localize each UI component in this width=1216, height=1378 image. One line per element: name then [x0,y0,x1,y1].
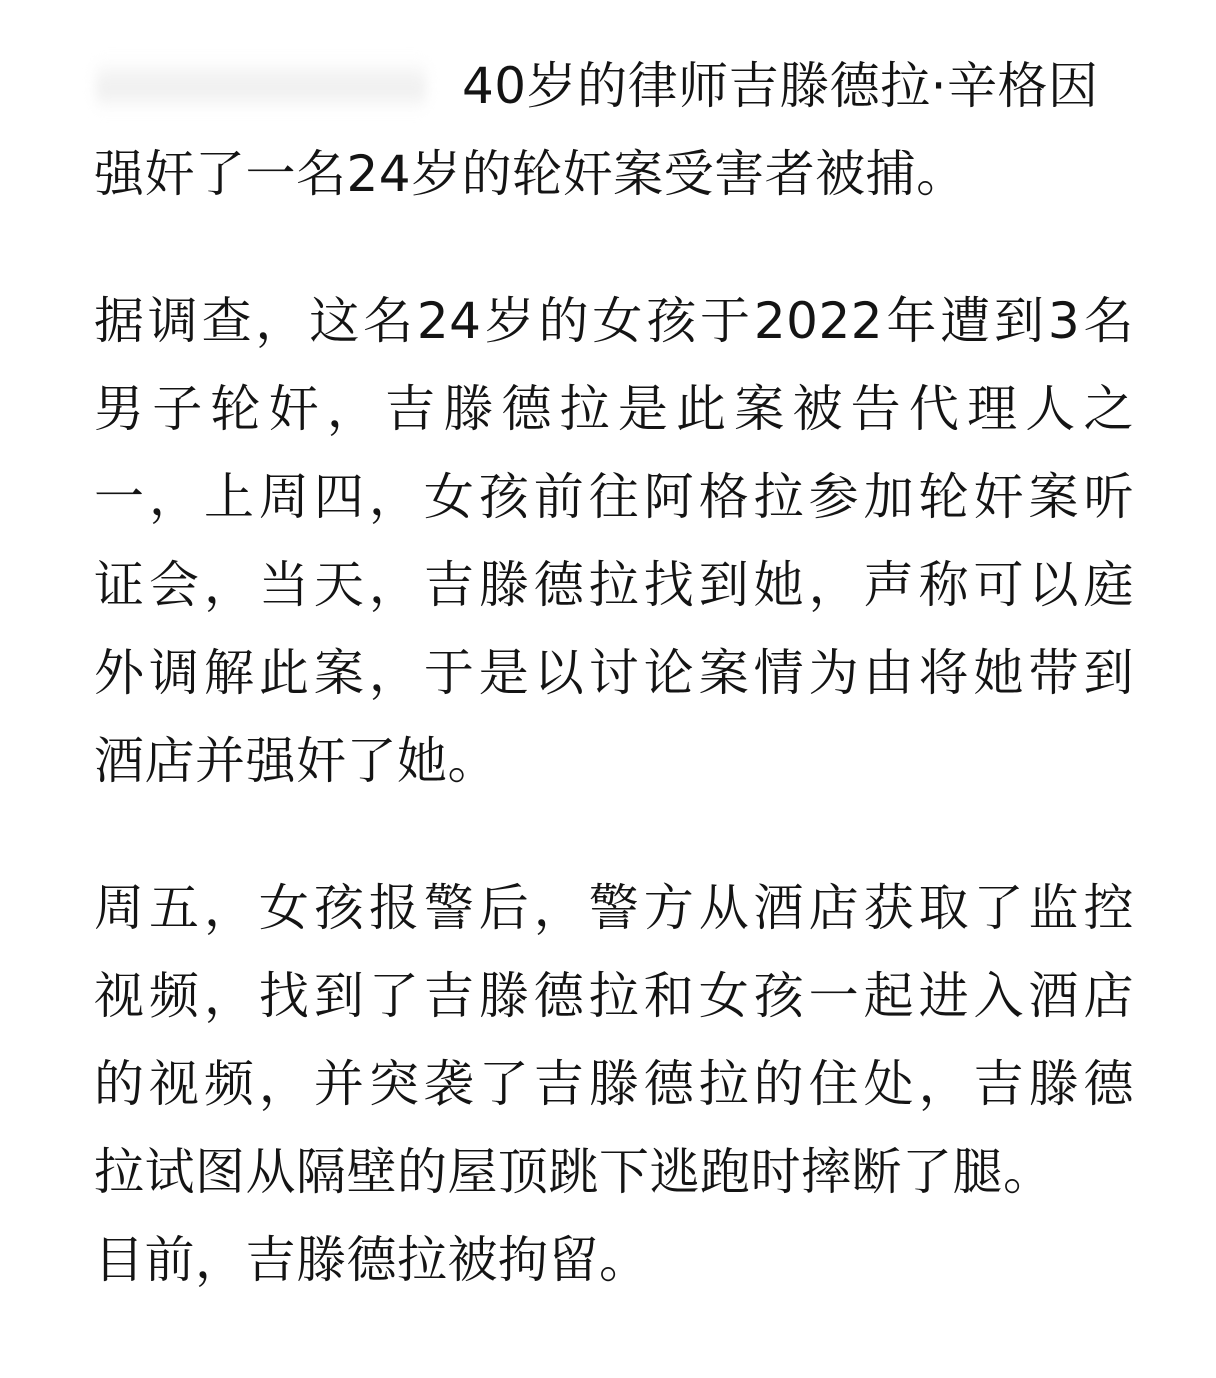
paragraph-gap [94,218,1134,277]
paragraph-1 [94,42,1134,218]
paragraph-gap [94,805,1134,864]
redacted-region [96,58,426,112]
text-line: 周五，女孩报警后，警方从酒店获取了监控 [94,879,1134,937]
text-line: 目前，吉滕德拉被拘留。 [94,1231,650,1289]
text-line: 据调查，这名24岁的女孩于2022年遭到3名 [94,292,1134,350]
text-line: 一，上周四，女孩前往阿格拉参加轮奸案听 [94,468,1134,526]
text-line: 证会，当天，吉滕德拉找到她，声称可以庭 [94,556,1134,614]
paragraph-2 [94,277,1134,805]
article-body [94,42,1134,1304]
paragraph-3 [94,864,1134,1304]
text-line: 外调解此案，于是以讨论案情为由将她带到 [94,644,1134,702]
text-line: 的视频，并突袭了吉滕德拉的住处，吉滕德 [94,1055,1134,1113]
text-line: 拉试图从隔壁的屋顶跳下逃跑时摔断了腿。 [94,1143,1054,1201]
text-line: 酒店并强奸了她。 [94,732,498,790]
text-line: 强奸了一名24岁的轮奸案受害者被捕。 [94,145,967,203]
text-line-content: 40岁的律师吉滕德拉·辛格因 [462,57,1099,115]
text-line [94,42,1134,130]
text-line: 男子轮奸，吉滕德拉是此案被告代理人之 [94,380,1134,438]
text-line: 视频，找到了吉滕德拉和女孩一起进入酒店 [94,967,1134,1025]
